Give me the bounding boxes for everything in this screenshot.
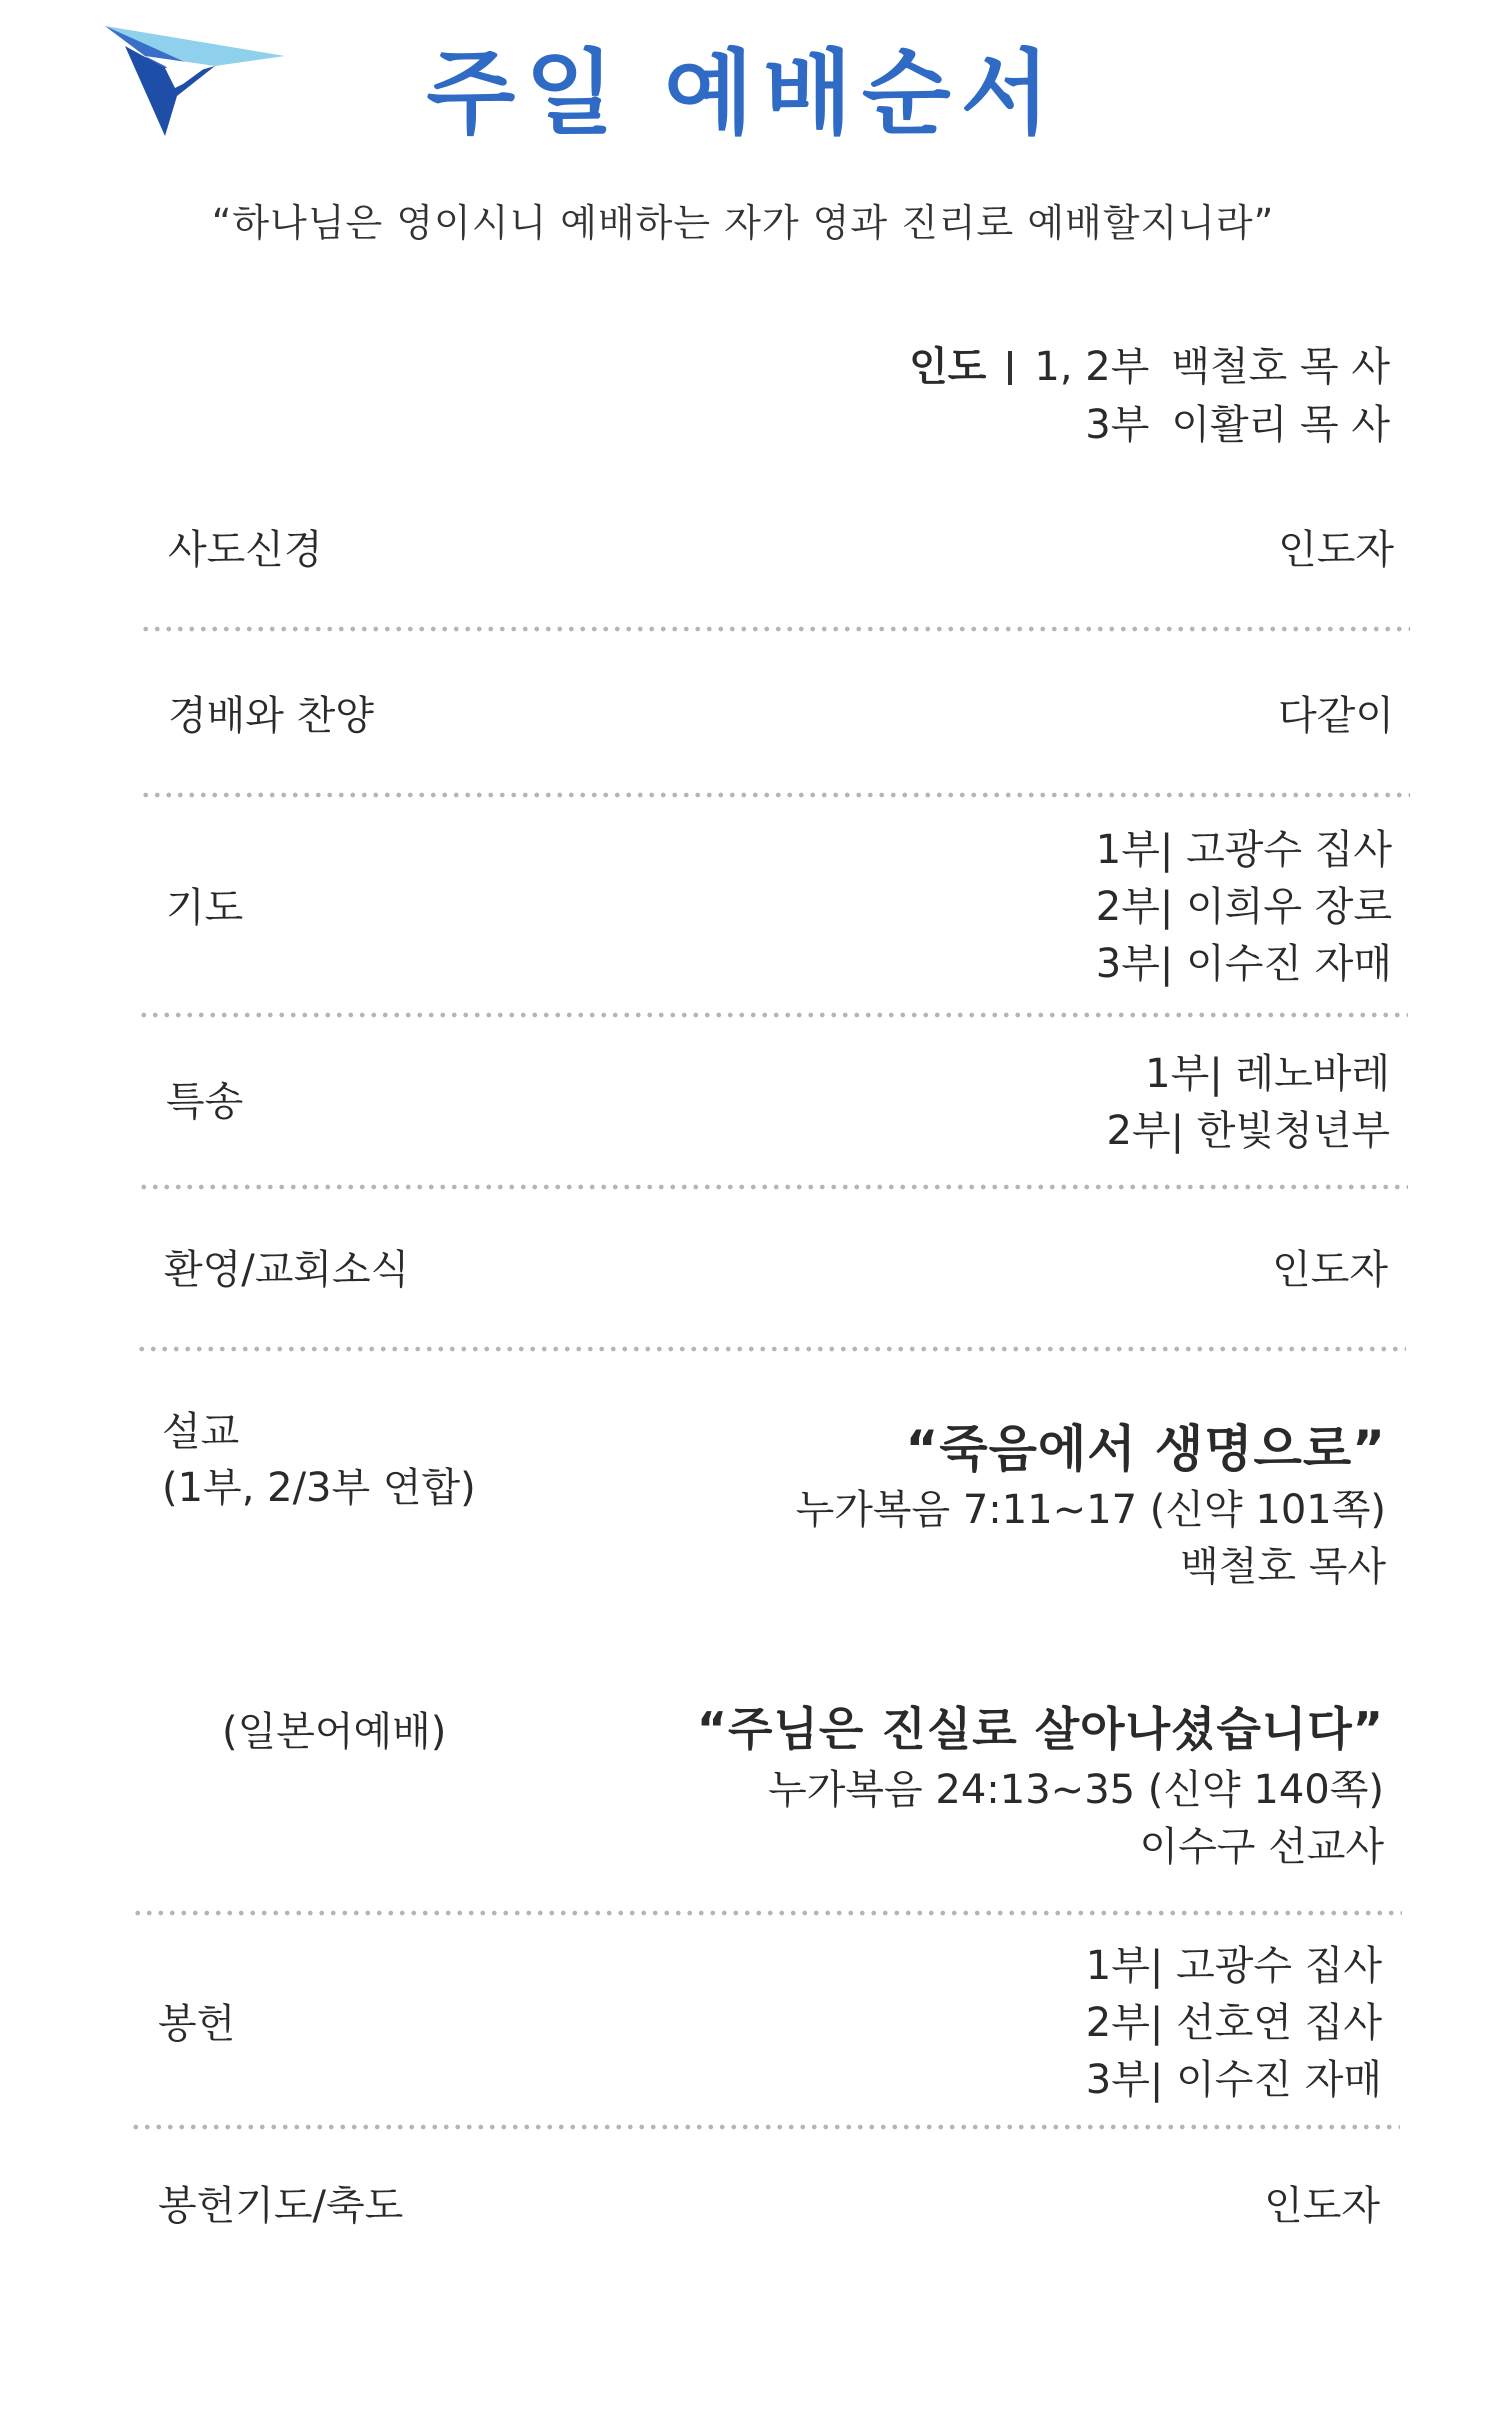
divider bbox=[136, 1346, 1406, 1352]
special-song-values bbox=[1107, 1046, 1390, 1160]
special-song-label: 특송 bbox=[166, 1079, 244, 1125]
offering-label: 봉헌 bbox=[158, 2001, 236, 2047]
leader-line-2-name: 이활리 목 사 bbox=[1171, 402, 1390, 448]
prayer-label: 기도 bbox=[166, 885, 244, 931]
welcome-label: 환영/교회소식 bbox=[164, 1247, 410, 1293]
offering-prayer-value: 인도자 bbox=[1264, 2183, 1380, 2229]
sermon-title: “죽음에서 생명으로” bbox=[905, 1420, 1386, 1478]
worship-label: 경배와 찬양 bbox=[168, 693, 374, 739]
welcome-value: 인도자 bbox=[1272, 1247, 1388, 1293]
creed-label: 사도신경 bbox=[168, 527, 323, 573]
divider bbox=[140, 626, 1410, 632]
offering-line-2: 2부| 선호연 집사 bbox=[1085, 2000, 1382, 2046]
leader-line-1-group: 1, 2부 bbox=[1034, 344, 1150, 390]
verse-text: “하나님은 영이시니 예배하는 자가 영과 진리로 예배할지니라” bbox=[211, 201, 1275, 245]
prayer-line-2: 2부| 이희우 장로 bbox=[1095, 884, 1392, 930]
japanese-service-scripture: 누가복음 24:13~35 (신약 140쪽) bbox=[768, 1767, 1384, 1813]
divider bbox=[132, 1910, 1402, 1916]
prayer-line-1: 1부| 고광수 집사 bbox=[1095, 827, 1392, 873]
leader-line-1-name: 백철호 목 사 bbox=[1171, 344, 1390, 390]
leader-label: 인도 bbox=[909, 344, 987, 390]
prayer-line-3: 3부| 이수진 자매 bbox=[1095, 941, 1392, 987]
sermon-label: 설교 bbox=[162, 1409, 240, 1455]
creed-value: 인도자 bbox=[1278, 527, 1394, 573]
title-part-1: 주일 bbox=[426, 40, 625, 147]
leader-block bbox=[909, 338, 1390, 454]
special-song-line-2: 2부| 한빛청년부 bbox=[1106, 1108, 1390, 1154]
japanese-service-label: (일본어예배) bbox=[222, 1709, 447, 1755]
leader-line-1 bbox=[909, 338, 1390, 396]
divider bbox=[138, 1012, 1408, 1018]
sermon-details bbox=[796, 1416, 1386, 1596]
japanese-service-preacher: 이수구 선교사 bbox=[1139, 1824, 1384, 1870]
prayer-values bbox=[1096, 822, 1392, 993]
sermon-scripture: 누가복음 7:11~17 (신약 101쪽) bbox=[795, 1487, 1386, 1533]
page-title bbox=[0, 20, 1486, 152]
sermon-labels bbox=[162, 1404, 476, 1516]
japanese-service-title: “주님은 진실로 살아나셨습니다” bbox=[696, 1702, 1384, 1756]
divider bbox=[130, 2124, 1400, 2130]
leader-line-2-group: 3부 bbox=[1085, 402, 1150, 448]
offering-prayer-label: 봉헌기도/축도 bbox=[158, 2183, 404, 2229]
japanese-service-details bbox=[697, 1696, 1384, 1876]
special-song-line-1: 1부| 레노바레 bbox=[1145, 1051, 1390, 1097]
sermon-preacher: 백철호 목사 bbox=[1180, 1544, 1386, 1590]
sermon-sublabel: (1부, 2/3부 연합) bbox=[162, 1465, 476, 1511]
offering-line-1: 1부| 고광수 집사 bbox=[1085, 1943, 1382, 1989]
offering-values bbox=[1086, 1938, 1382, 2109]
title-part-2: 예배순서 bbox=[664, 40, 1060, 147]
divider bbox=[140, 792, 1410, 798]
leader-divider bbox=[1008, 351, 1012, 385]
offering-line-3: 3부| 이수진 자매 bbox=[1085, 2057, 1382, 2103]
leader-line-2 bbox=[909, 396, 1390, 454]
divider bbox=[138, 1184, 1408, 1190]
worship-value: 다같이 bbox=[1278, 693, 1394, 739]
